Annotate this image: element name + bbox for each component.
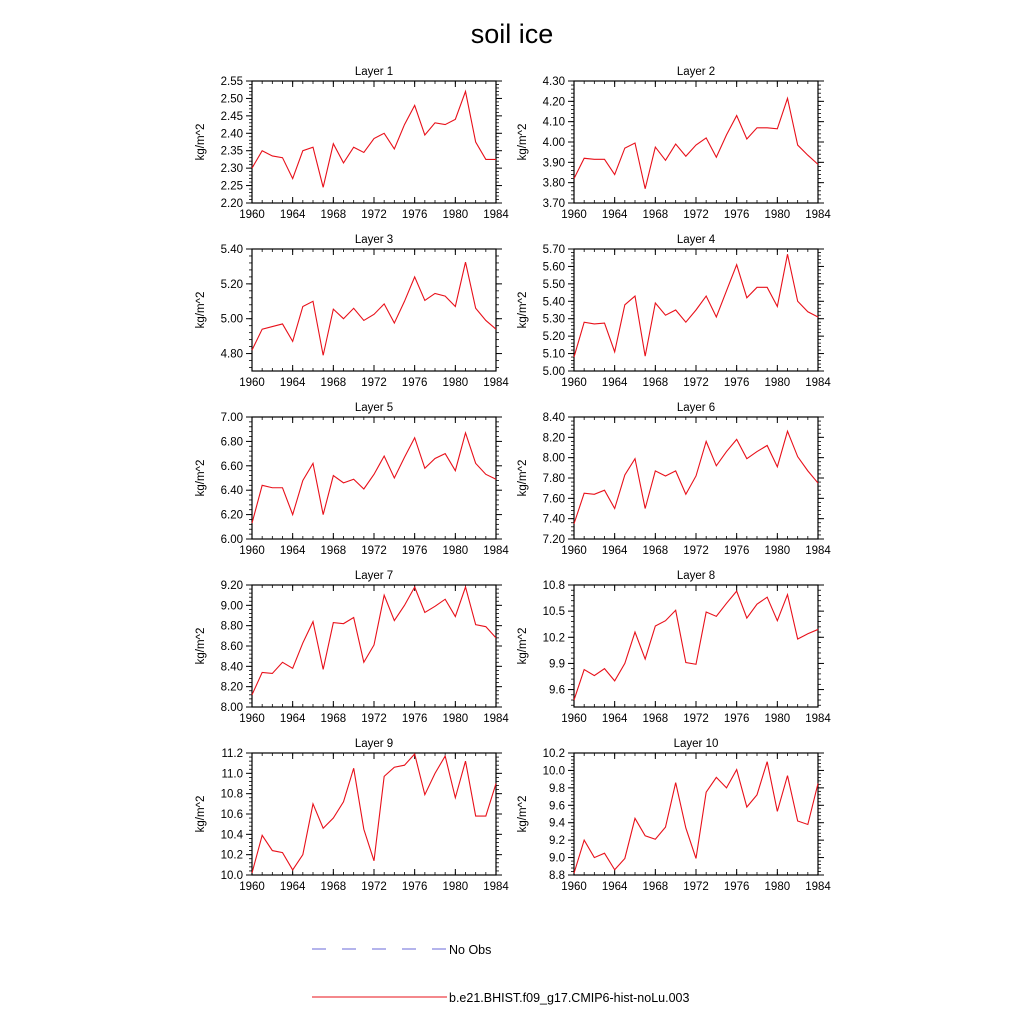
x-tick-label: 1960 — [239, 545, 265, 557]
x-tick-label: 1980 — [764, 545, 791, 557]
y-tick-label: 6.00 — [220, 534, 243, 546]
y-tick-label: 10.2 — [220, 849, 243, 862]
x-tick-label: 1964 — [279, 713, 306, 725]
x-tick-label: 1964 — [279, 545, 306, 557]
x-tick-label: 1972 — [361, 545, 387, 557]
x-tick-label: 1976 — [401, 377, 428, 389]
y-tick-label: 7.40 — [542, 513, 565, 526]
y-tick-label: 9.6 — [549, 800, 565, 813]
y-tick-label: 8.20 — [542, 432, 565, 445]
y-tick-label: 7.20 — [542, 534, 565, 546]
x-tick-label: 1968 — [320, 545, 347, 557]
y-tick-label: 2.45 — [220, 110, 243, 123]
y-tick-label: 8.00 — [542, 452, 565, 465]
x-tick-label: 1972 — [683, 713, 709, 725]
x-tick-label: 1980 — [442, 377, 469, 389]
y-tick-label: 8.80 — [220, 620, 243, 633]
y-axis-label: kg/m^2 — [517, 291, 529, 329]
y-tick-label: 8.40 — [542, 412, 565, 424]
x-tick-label: 1972 — [361, 713, 387, 725]
y-tick-label: 10.0 — [220, 870, 243, 882]
y-tick-label: 3.80 — [542, 177, 565, 190]
x-tick-label: 1964 — [279, 209, 306, 221]
panel-title: Layer 9 — [354, 738, 394, 750]
y-tick-label: 4.30 — [542, 76, 565, 88]
x-tick-label: 1984 — [483, 545, 509, 557]
x-tick-label: 1984 — [483, 209, 509, 221]
x-tick-label: 1960 — [561, 209, 587, 221]
y-tick-label: 3.70 — [542, 198, 565, 210]
y-tick-label: 2.50 — [220, 93, 243, 106]
x-tick-label: 1984 — [805, 209, 831, 221]
y-tick-label: 3.90 — [542, 157, 565, 170]
y-tick-label: 7.60 — [542, 493, 565, 506]
y-tick-label: 8.40 — [220, 661, 243, 674]
y-tick-label: 5.40 — [542, 296, 565, 309]
x-tick-label: 1960 — [239, 209, 265, 221]
panel-title: Layer 8 — [676, 570, 716, 582]
x-tick-label: 1960 — [561, 377, 587, 389]
panel-title: Layer 3 — [354, 234, 394, 246]
y-tick-label: 2.30 — [220, 163, 243, 176]
panel-title: Layer 2 — [676, 66, 716, 78]
y-tick-label: 4.10 — [542, 116, 565, 129]
y-tick-label: 5.20 — [542, 331, 565, 344]
x-tick-label: 1968 — [320, 377, 347, 389]
x-tick-label: 1984 — [805, 545, 831, 557]
y-tick-label: 5.50 — [542, 278, 565, 291]
y-tick-label: 2.25 — [220, 180, 243, 193]
y-tick-label: 7.00 — [220, 412, 243, 424]
y-tick-label: 10.8 — [220, 788, 243, 801]
x-tick-label: 1976 — [723, 209, 750, 221]
x-tick-label: 1960 — [561, 713, 587, 725]
x-tick-label: 1976 — [723, 881, 750, 893]
x-tick-label: 1976 — [401, 545, 428, 557]
x-tick-label: 1972 — [683, 545, 709, 557]
x-tick-label: 1972 — [683, 209, 709, 221]
x-tick-label: 1968 — [320, 209, 347, 221]
x-tick-label: 1972 — [683, 377, 709, 389]
panel-title: Layer 7 — [354, 570, 394, 582]
y-tick-label: 6.60 — [220, 460, 243, 473]
y-tick-label: 5.00 — [220, 313, 243, 326]
y-tick-label: 9.4 — [549, 817, 565, 830]
y-tick-label: 8.8 — [549, 870, 565, 882]
y-tick-label: 4.00 — [542, 137, 565, 149]
y-tick-label: 9.20 — [220, 580, 243, 592]
x-tick-label: 1976 — [401, 713, 428, 725]
x-tick-label: 1972 — [683, 881, 709, 893]
x-tick-label: 1964 — [279, 881, 306, 893]
y-tick-label: 6.80 — [220, 436, 243, 449]
y-tick-label: 5.10 — [542, 348, 565, 361]
x-tick-label: 1960 — [239, 881, 265, 893]
x-tick-label: 1972 — [361, 881, 387, 893]
panel-title: Layer 1 — [354, 66, 394, 78]
y-tick-label: 10.2 — [542, 748, 565, 760]
y-tick-label: 9.9 — [549, 658, 565, 671]
y-tick-label: 8.60 — [220, 641, 243, 653]
y-axis-label: kg/m^2 — [517, 123, 529, 161]
x-tick-label: 1960 — [239, 377, 265, 389]
x-tick-label: 1984 — [805, 881, 831, 893]
y-tick-label: 9.8 — [549, 782, 565, 795]
legend-label: No Obs — [449, 943, 492, 957]
y-axis-label: kg/m^2 — [195, 795, 207, 833]
x-tick-label: 1960 — [561, 881, 587, 893]
x-tick-label: 1972 — [361, 377, 387, 389]
panel-title: Layer 6 — [676, 402, 716, 414]
x-tick-label: 1976 — [401, 881, 428, 893]
panel-title: Layer 5 — [354, 402, 394, 414]
y-tick-label: 7.80 — [542, 473, 565, 485]
x-tick-label: 1968 — [642, 377, 669, 389]
x-tick-label: 1968 — [642, 713, 669, 725]
x-tick-label: 1964 — [601, 881, 628, 893]
y-tick-label: 2.35 — [220, 145, 243, 158]
y-axis-label: kg/m^2 — [517, 459, 529, 497]
x-tick-label: 1976 — [401, 209, 428, 221]
y-tick-label: 10.2 — [542, 632, 565, 645]
x-tick-label: 1968 — [320, 881, 347, 893]
y-tick-label: 9.2 — [549, 835, 565, 848]
x-tick-label: 1968 — [320, 713, 347, 725]
y-axis-label: kg/m^2 — [195, 291, 207, 329]
y-tick-label: 8.20 — [220, 681, 243, 694]
x-tick-label: 1984 — [483, 377, 509, 389]
y-tick-label: 4.20 — [542, 96, 565, 109]
x-tick-label: 1960 — [239, 713, 265, 725]
figure-title: soil ice — [470, 19, 554, 49]
y-axis-label: kg/m^2 — [195, 627, 207, 665]
x-tick-label: 1976 — [723, 713, 750, 725]
x-tick-label: 1964 — [601, 209, 628, 221]
x-tick-label: 1964 — [601, 545, 628, 557]
y-tick-label: 5.00 — [542, 366, 565, 378]
x-tick-label: 1968 — [642, 209, 669, 221]
x-tick-label: 1968 — [642, 881, 669, 893]
y-axis-label: kg/m^2 — [195, 123, 207, 161]
x-tick-label: 1980 — [442, 881, 469, 893]
x-tick-label: 1964 — [601, 713, 628, 725]
x-tick-label: 1976 — [723, 545, 750, 557]
x-tick-label: 1984 — [483, 881, 509, 893]
x-tick-label: 1980 — [442, 713, 469, 725]
panel-title: Layer 4 — [676, 234, 716, 246]
y-tick-label: 9.00 — [220, 600, 243, 613]
x-tick-label: 1980 — [764, 209, 791, 221]
y-axis-label: kg/m^2 — [517, 795, 529, 833]
y-tick-label: 6.20 — [220, 509, 243, 522]
x-tick-label: 1968 — [642, 545, 669, 557]
panel-title: Layer 10 — [673, 738, 719, 750]
x-tick-label: 1964 — [279, 377, 306, 389]
y-tick-label: 2.40 — [220, 128, 243, 141]
y-tick-label: 9.0 — [549, 852, 565, 865]
y-tick-label: 5.70 — [542, 244, 565, 256]
y-axis-label: kg/m^2 — [195, 459, 207, 497]
x-tick-label: 1984 — [805, 377, 831, 389]
y-tick-label: 9.6 — [549, 684, 565, 697]
y-tick-label: 10.6 — [220, 809, 243, 821]
x-tick-label: 1980 — [764, 713, 791, 725]
x-tick-label: 1980 — [764, 377, 791, 389]
x-tick-label: 1980 — [442, 209, 469, 221]
y-tick-label: 8.00 — [220, 702, 243, 714]
y-tick-label: 5.30 — [542, 313, 565, 326]
y-tick-label: 10.0 — [542, 765, 565, 778]
y-tick-label: 2.20 — [220, 198, 243, 210]
x-tick-label: 1960 — [561, 545, 587, 557]
y-tick-label: 11.0 — [221, 768, 243, 781]
x-tick-label: 1980 — [764, 881, 791, 893]
legend-label: b.e21.BHIST.f09_g17.CMIP6-hist-noLu.003 — [449, 991, 690, 1005]
y-tick-label: 10.8 — [542, 580, 565, 592]
y-tick-label: 10.4 — [220, 829, 243, 842]
x-tick-label: 1972 — [361, 209, 387, 221]
x-tick-label: 1976 — [723, 377, 750, 389]
y-tick-label: 10.5 — [542, 606, 565, 619]
y-tick-label: 6.40 — [220, 485, 243, 498]
y-tick-label: 2.55 — [220, 76, 243, 88]
y-tick-label: 5.60 — [542, 261, 565, 274]
x-tick-label: 1964 — [601, 377, 628, 389]
y-axis-label: kg/m^2 — [517, 627, 529, 665]
y-tick-label: 11.2 — [221, 748, 243, 760]
x-tick-label: 1984 — [805, 713, 831, 725]
x-tick-label: 1984 — [483, 713, 509, 725]
x-tick-label: 1980 — [442, 545, 469, 557]
y-tick-label: 4.80 — [220, 348, 243, 361]
y-tick-label: 5.40 — [220, 244, 243, 256]
y-tick-label: 5.20 — [220, 278, 243, 291]
